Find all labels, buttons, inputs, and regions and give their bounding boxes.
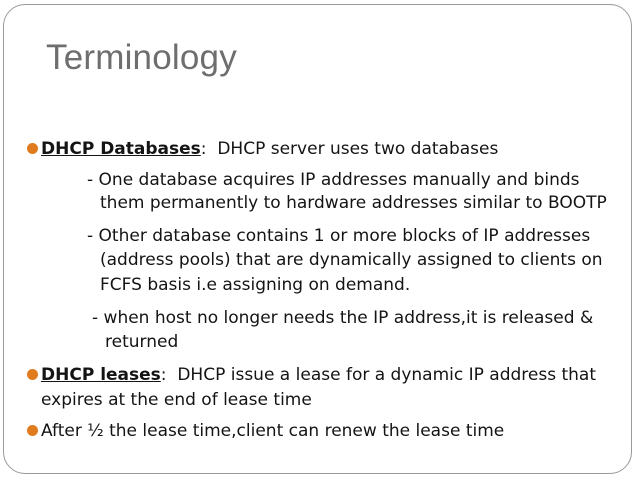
bullet-renew: After ½ the lease time,client can renew the lease time bbox=[41, 421, 505, 441]
term-separator: : bbox=[160, 365, 167, 385]
subpoint-line: returned bbox=[105, 332, 179, 352]
subpoint-line: FCFS basis i.e assigning on demand. bbox=[100, 275, 411, 295]
term-separator: : bbox=[200, 139, 207, 159]
subpoint-line: them permanently to hardware addresses similar to BOOTP bbox=[100, 193, 607, 213]
bullet-databases bbox=[41, 138, 498, 160]
bullet-leases bbox=[41, 364, 596, 386]
term-dhcp-leases: DHCP leases bbox=[41, 365, 161, 385]
subpoint-line: (address pools) that are dynamically assigned to clients on bbox=[100, 250, 603, 270]
bullet-continuation: expires at the end of lease time bbox=[41, 390, 312, 410]
bullet-dot-icon bbox=[27, 425, 38, 436]
subpoint-line: - Other database contains 1 or more blocks of IP addresses bbox=[87, 226, 591, 246]
term-dhcp-databases: DHCP Databases bbox=[41, 139, 201, 159]
bullet-dot-icon bbox=[27, 143, 38, 154]
subpoint-line: - One database acquires IP addresses manually and binds bbox=[87, 170, 580, 190]
slide-title: Terminology bbox=[46, 38, 237, 77]
bullet-text: DHCP issue a lease for a dynamic IP address that bbox=[166, 365, 597, 385]
bullet-text: DHCP server uses two databases bbox=[206, 139, 499, 159]
bullet-dot-icon bbox=[27, 369, 38, 380]
subpoint-line: - when host no longer needs the IP address,it is released & bbox=[92, 308, 594, 328]
